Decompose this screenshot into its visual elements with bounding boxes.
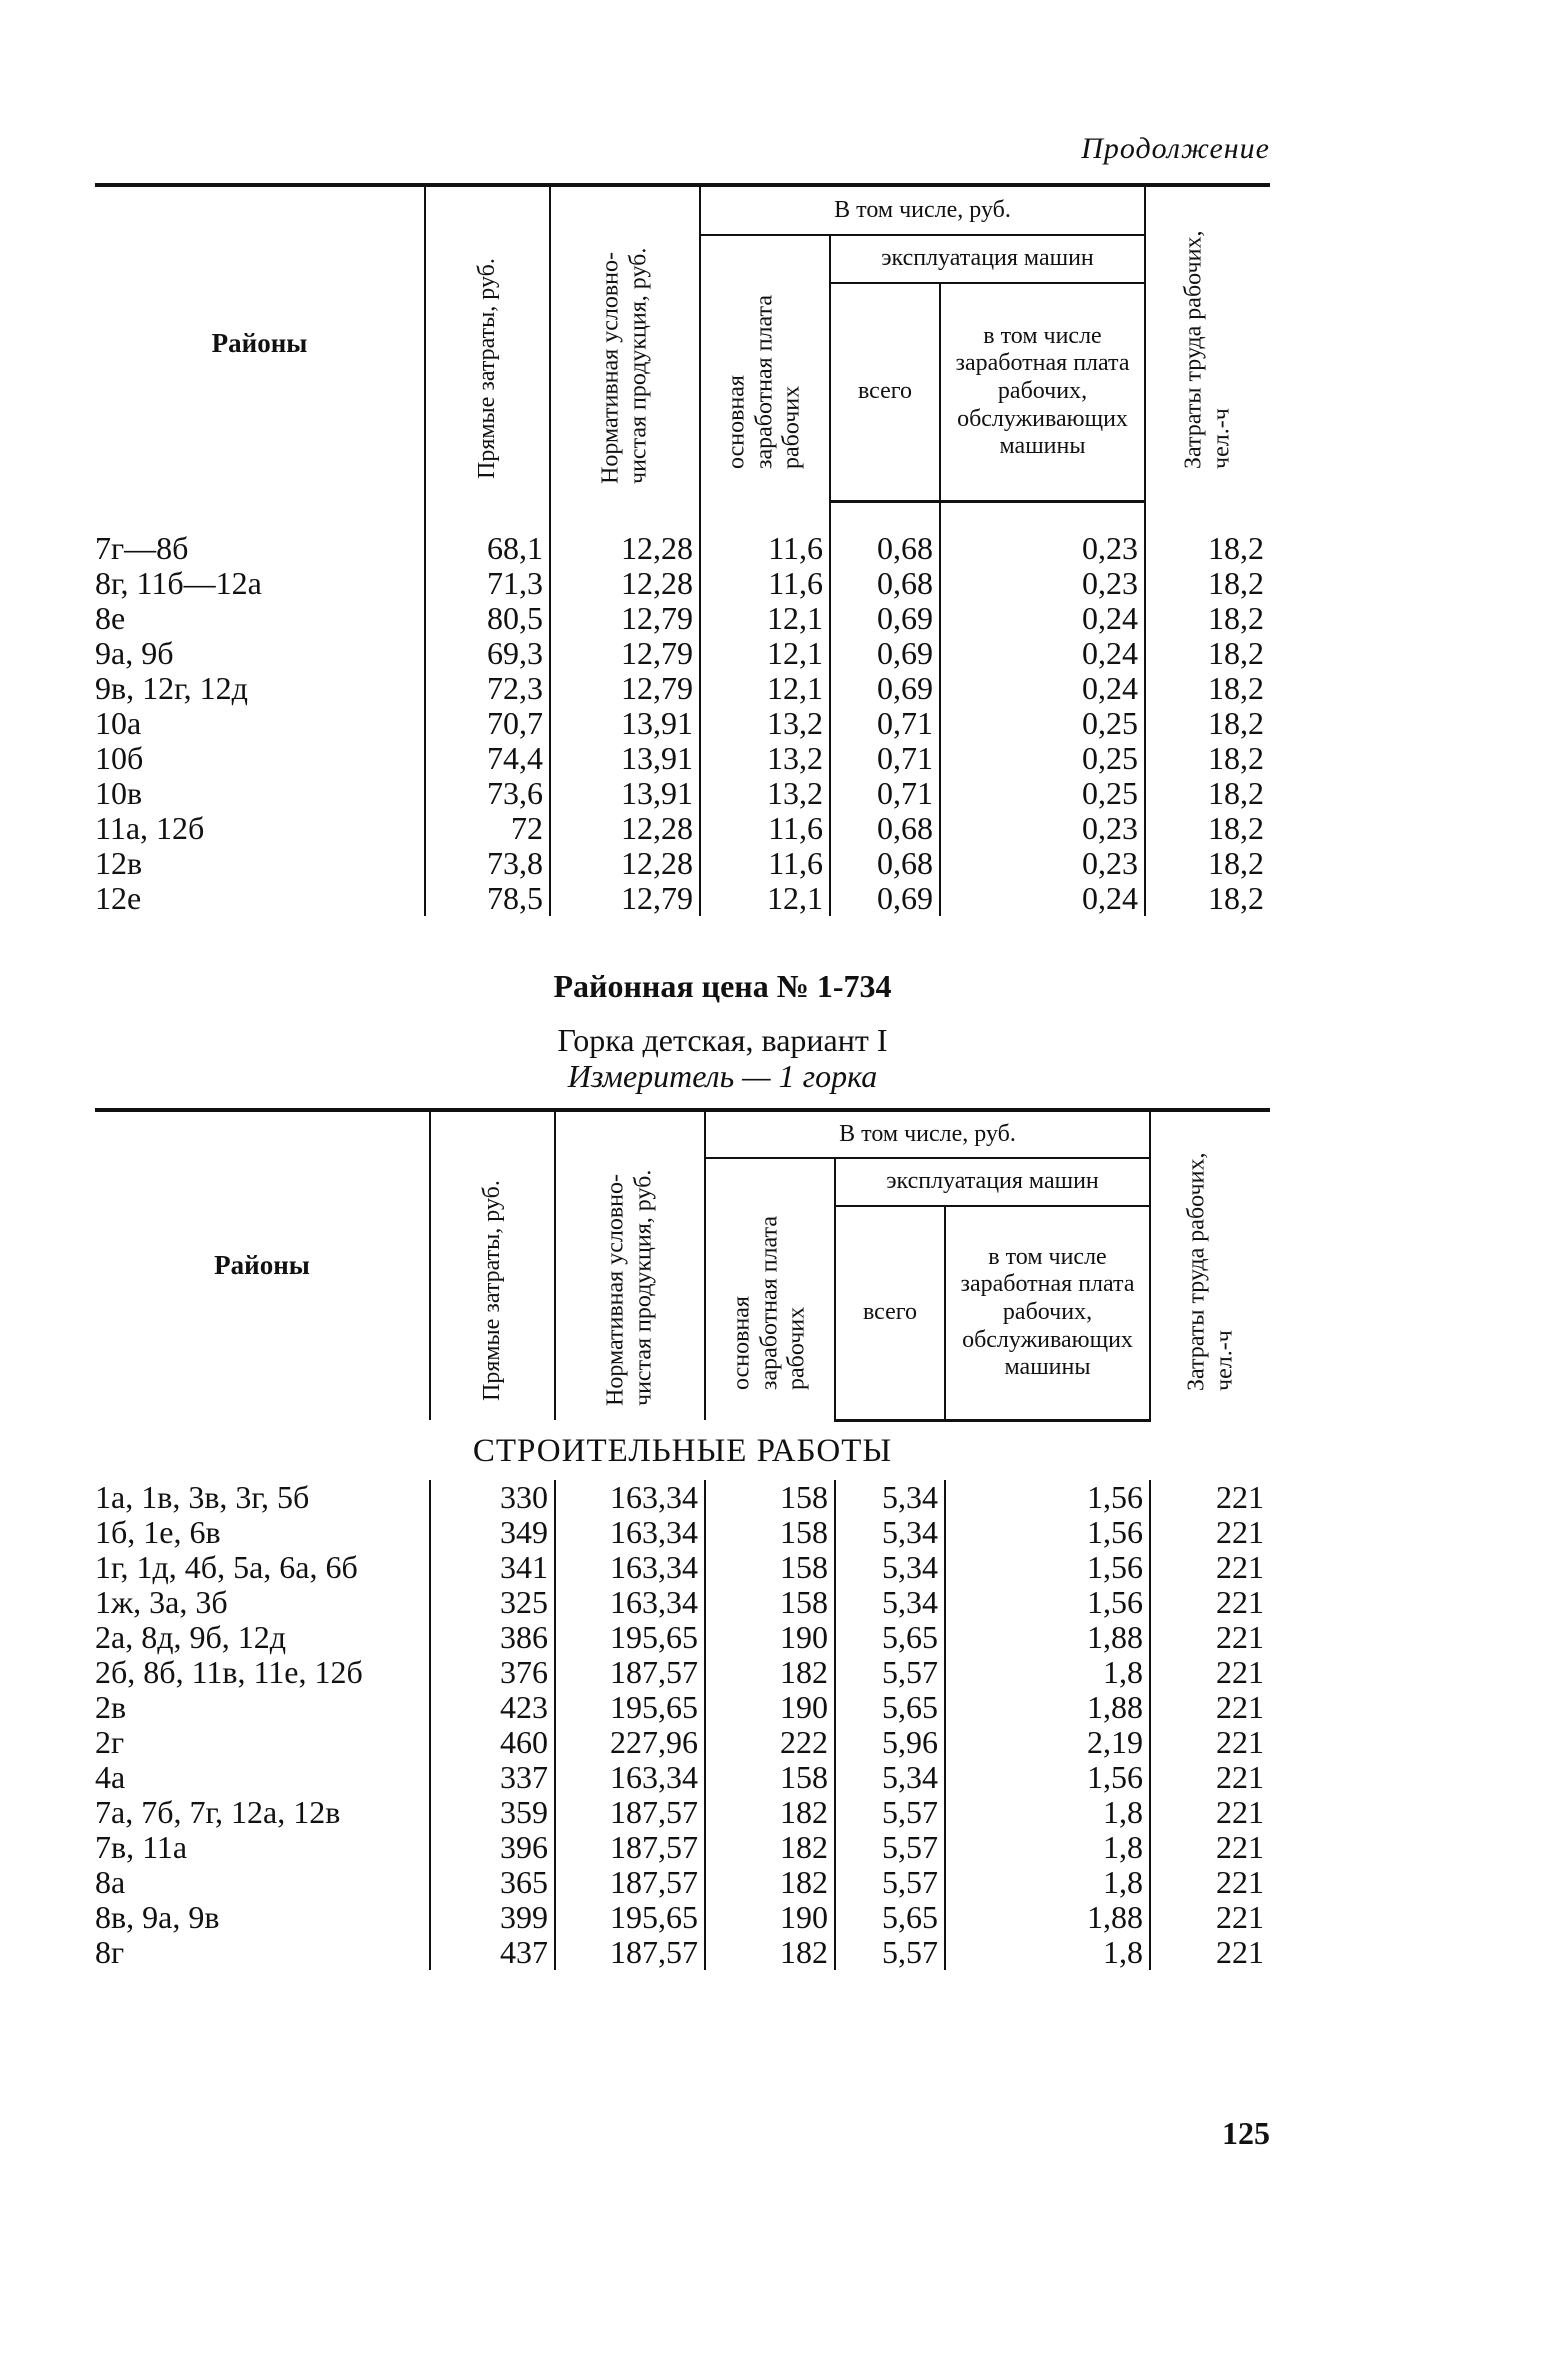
value-cell: 11,6 [700,531,830,566]
value-cell: 1,56 [945,1480,1150,1515]
region-cell: 8а [95,1863,126,1900]
value-cell: 0,68 [830,846,940,881]
value-cell: 5,34 [835,1515,945,1550]
value-cell: 195,65 [555,1900,705,1935]
value-cell: 12,28 [550,846,700,881]
value-cell: 0,23 [940,531,1145,566]
value-cell: 74,4 [425,741,550,776]
value-cell: 1,8 [945,1655,1150,1690]
value-cell: 337 [430,1760,555,1795]
table-row [95,601,1270,636]
value-cell: 13,2 [700,776,830,811]
value-cell: 18,2 [1145,636,1270,671]
value-cell: 0,69 [830,636,940,671]
region-cell: 11а, 12б [95,810,205,846]
value-cell: 18,2 [1145,706,1270,741]
value-cell: 221 [1150,1830,1270,1865]
value-cell: 190 [705,1900,835,1935]
value-cell: 163,34 [555,1760,705,1795]
value-cell: 70,7 [425,706,550,741]
table-row [95,846,1270,881]
value-cell: 73,8 [425,846,550,881]
table-row [95,1620,1270,1655]
value-cell: 13,91 [550,741,700,776]
table-row [95,1480,1270,1515]
value-cell: 12,1 [700,881,830,916]
header-machine-op: эксплуатация машин [830,235,1145,283]
table-row [95,1550,1270,1585]
header-regions: Районы [214,1250,310,1281]
value-cell: 68,1 [425,531,550,566]
value-cell: 5,65 [835,1620,945,1655]
value-cell: 5,57 [835,1830,945,1865]
value-cell: 187,57 [555,1830,705,1865]
table-row [95,1585,1270,1620]
value-cell: 5,57 [835,1935,945,1970]
value-cell: 12,1 [700,636,830,671]
continuation-label: Продолжение [1081,132,1270,165]
value-cell: 5,96 [835,1725,945,1760]
value-cell: 5,65 [835,1900,945,1935]
value-cell: 12,79 [550,601,700,636]
value-cell: 221 [1150,1795,1270,1830]
value-cell: 222 [705,1725,835,1760]
value-cell: 0,69 [830,881,940,916]
value-cell: 18,2 [1145,671,1270,706]
value-cell: 80,5 [425,601,550,636]
region-cell: 9а, 9б [95,635,174,671]
value-cell: 187,57 [555,1865,705,1900]
table-row [95,636,1270,671]
value-cell: 221 [1150,1585,1270,1620]
value-cell: 0,71 [830,776,940,811]
value-cell: 72 [425,811,550,846]
value-cell: 1,88 [945,1620,1150,1655]
value-cell: 0,23 [940,566,1145,601]
value-cell: 1,88 [945,1690,1150,1725]
value-cell: 325 [430,1585,555,1620]
value-cell: 18,2 [1145,566,1270,601]
value-cell: 190 [705,1620,835,1655]
value-cell: 12,79 [550,671,700,706]
value-cell: 399 [430,1900,555,1935]
value-cell: 12,79 [550,636,700,671]
table-row [95,671,1270,706]
region-cell: 8в, 9а, 9в [95,1898,220,1935]
header-normative: Нормативная условно-чистая продукция, руб. [550,185,700,501]
region-cell: 1а, 1в, 3в, 3г, 5б [95,1478,310,1515]
value-cell: 195,65 [555,1620,705,1655]
value-cell: 182 [705,1935,835,1970]
value-cell: 423 [430,1690,555,1725]
value-cell: 1,88 [945,1900,1150,1935]
value-cell: 158 [705,1550,835,1585]
region-cell: 8е [95,600,126,636]
table-row [95,811,1270,846]
table-row [95,566,1270,601]
value-cell: 1,8 [945,1795,1150,1830]
value-cell: 221 [1150,1550,1270,1585]
value-cell: 221 [1150,1515,1270,1550]
table-row [95,706,1270,741]
table-row [95,1795,1270,1830]
value-cell: 182 [705,1795,835,1830]
header-total: всего [835,1206,945,1420]
table-price [95,1108,1270,1970]
header-labor: Затраты труда рабочих, чел.-ч [1145,185,1270,501]
value-cell: 187,57 [555,1795,705,1830]
value-cell: 12,1 [700,671,830,706]
table-row [95,1865,1270,1900]
region-cell: 9в, 12г, 12д [95,670,248,706]
region-cell: 8г, 11б—12а [95,565,262,601]
region-cell: 7г—8б [95,530,189,566]
table-row [95,531,1270,566]
value-cell: 5,57 [835,1655,945,1690]
price-title: Районная цена № 1-734 [553,968,892,1004]
value-cell: 386 [430,1620,555,1655]
page-number: 125 [1222,2115,1270,2151]
header-direct-costs: Прямые затраты, руб. [425,185,550,501]
value-cell: 12,28 [550,566,700,601]
value-cell: 0,24 [940,671,1145,706]
region-cell: 1б, 1е, 6в [95,1513,221,1550]
table-row [95,1900,1270,1935]
table-row [95,1655,1270,1690]
value-cell: 0,25 [940,706,1145,741]
region-cell: 8г [95,1933,125,1970]
value-cell: 18,2 [1145,741,1270,776]
value-cell: 69,3 [425,636,550,671]
value-cell: 12,1 [700,601,830,636]
region-cell: 10а [95,705,142,741]
price-measure: Измеритель — 1 горка [567,1058,878,1094]
value-cell: 1,56 [945,1550,1150,1585]
header-including: В том числе, руб. [700,185,1145,235]
price-subtitle: Горка детская, вариант I [557,1022,888,1058]
header-labor: Затраты труда рабочих, чел.-ч [1150,1110,1270,1420]
value-cell: 221 [1150,1725,1270,1760]
value-cell: 5,34 [835,1760,945,1795]
header-incl-wage: в том числе заработная плата рабочих, обслуживающих машины [940,283,1145,501]
value-cell: 158 [705,1515,835,1550]
value-cell: 0,25 [940,776,1145,811]
value-cell: 12,79 [550,881,700,916]
value-cell: 5,57 [835,1865,945,1900]
header-base-wage: основная заработная плата рабочих [700,235,830,501]
value-cell: 11,6 [700,846,830,881]
value-cell: 359 [430,1795,555,1830]
table-row [95,741,1270,776]
value-cell: 72,3 [425,671,550,706]
value-cell: 221 [1150,1760,1270,1795]
value-cell: 330 [430,1480,555,1515]
value-cell: 163,34 [555,1550,705,1585]
value-cell: 227,96 [555,1725,705,1760]
table-row [95,1725,1270,1760]
header-machine-op: эксплуатация машин [835,1158,1150,1206]
value-cell: 1,8 [945,1935,1150,1970]
value-cell: 163,34 [555,1585,705,1620]
value-cell: 221 [1150,1900,1270,1935]
value-cell: 0,24 [940,881,1145,916]
value-cell: 190 [705,1690,835,1725]
value-cell: 1,8 [945,1865,1150,1900]
region-cell: 2в [95,1688,127,1725]
value-cell: 163,34 [555,1480,705,1515]
value-cell: 182 [705,1865,835,1900]
table-body [95,1420,1270,1970]
region-cell: 4а [95,1758,126,1795]
value-cell: 221 [1150,1620,1270,1655]
value-cell: 158 [705,1480,835,1515]
value-cell: 195,65 [555,1690,705,1725]
table-row [95,776,1270,811]
value-cell: 0,25 [940,741,1145,776]
region-cell: 1г, 1д, 4б, 5а, 6а, 6б [95,1548,358,1585]
value-cell: 437 [430,1935,555,1970]
region-cell: 10б [95,740,144,776]
value-cell: 18,2 [1145,601,1270,636]
value-cell: 341 [430,1550,555,1585]
header-incl-wage: в том числе заработная плата рабочих, обслуживающих машины [945,1206,1150,1420]
value-cell: 0,68 [830,531,940,566]
value-cell: 349 [430,1515,555,1550]
value-cell: 13,91 [550,706,700,741]
value-cell: 182 [705,1655,835,1690]
table-row [95,1830,1270,1865]
value-cell: 221 [1150,1690,1270,1725]
value-cell: 0,71 [830,741,940,776]
section-title: СТРОИТЕЛЬНЫЕ РАБОТЫ [472,1432,893,1469]
value-cell: 221 [1150,1935,1270,1970]
table-row [95,1515,1270,1550]
value-cell: 0,23 [940,811,1145,846]
value-cell: 0,68 [830,566,940,601]
value-cell: 365 [430,1865,555,1900]
value-cell: 1,56 [945,1760,1150,1795]
value-cell: 221 [1150,1865,1270,1900]
region-cell: 10в [95,775,143,811]
region-cell: 7в, 11а [95,1828,188,1865]
table-row [95,1760,1270,1795]
value-cell: 158 [705,1760,835,1795]
value-cell: 0,24 [940,601,1145,636]
value-cell: 18,2 [1145,846,1270,881]
value-cell: 182 [705,1830,835,1865]
value-cell: 12,28 [550,811,700,846]
region-cell: 12е [95,880,142,916]
value-cell: 0,69 [830,671,940,706]
value-cell: 11,6 [700,811,830,846]
value-cell: 18,2 [1145,531,1270,566]
value-cell: 187,57 [555,1935,705,1970]
header-regions: Районы [211,328,308,359]
table-continuation [95,183,1270,916]
value-cell: 5,34 [835,1585,945,1620]
value-cell: 73,6 [425,776,550,811]
region-cell: 12в [95,845,143,881]
value-cell: 1,8 [945,1830,1150,1865]
region-cell: 1ж, 3а, 3б [95,1583,228,1620]
value-cell: 187,57 [555,1655,705,1690]
header-total: всего [830,283,940,501]
table-row [95,1690,1270,1725]
region-cell: 2г [95,1723,125,1760]
value-cell: 1,56 [945,1585,1150,1620]
value-cell: 0,23 [940,846,1145,881]
value-cell: 221 [1150,1480,1270,1515]
header-direct-costs: Прямые затраты, руб. [430,1110,555,1420]
value-cell: 376 [430,1655,555,1690]
value-cell: 13,91 [550,776,700,811]
table-body [95,501,1270,916]
value-cell: 13,2 [700,741,830,776]
value-cell: 0,68 [830,811,940,846]
value-cell: 12,28 [550,531,700,566]
value-cell: 221 [1150,1655,1270,1690]
value-cell: 2,19 [945,1725,1150,1760]
table-row [95,1935,1270,1970]
value-cell: 71,3 [425,566,550,601]
value-cell: 11,6 [700,566,830,601]
value-cell: 0,71 [830,706,940,741]
value-cell: 18,2 [1145,776,1270,811]
value-cell: 5,34 [835,1480,945,1515]
region-cell: 7а, 7б, 7г, 12а, 12в [95,1793,341,1830]
header-normative: Нормативная условно-чистая продукция, руб. [555,1110,705,1420]
value-cell: 396 [430,1830,555,1865]
value-cell: 18,2 [1145,811,1270,846]
value-cell: 460 [430,1725,555,1760]
value-cell: 158 [705,1585,835,1620]
value-cell: 163,34 [555,1515,705,1550]
value-cell: 0,24 [940,636,1145,671]
value-cell: 0,69 [830,601,940,636]
value-cell: 1,56 [945,1515,1150,1550]
value-cell: 13,2 [700,706,830,741]
region-cell: 2а, 8д, 9б, 12д [95,1618,287,1655]
header-base-wage: основная заработная плата рабочих [705,1158,835,1420]
value-cell: 18,2 [1145,881,1270,916]
header-including: В том числе, руб. [705,1110,1150,1158]
table-row [95,881,1270,916]
value-cell: 78,5 [425,881,550,916]
value-cell: 5,65 [835,1690,945,1725]
value-cell: 5,34 [835,1550,945,1585]
region-cell: 2б, 8б, 11в, 11е, 12б [95,1653,363,1690]
value-cell: 5,57 [835,1795,945,1830]
